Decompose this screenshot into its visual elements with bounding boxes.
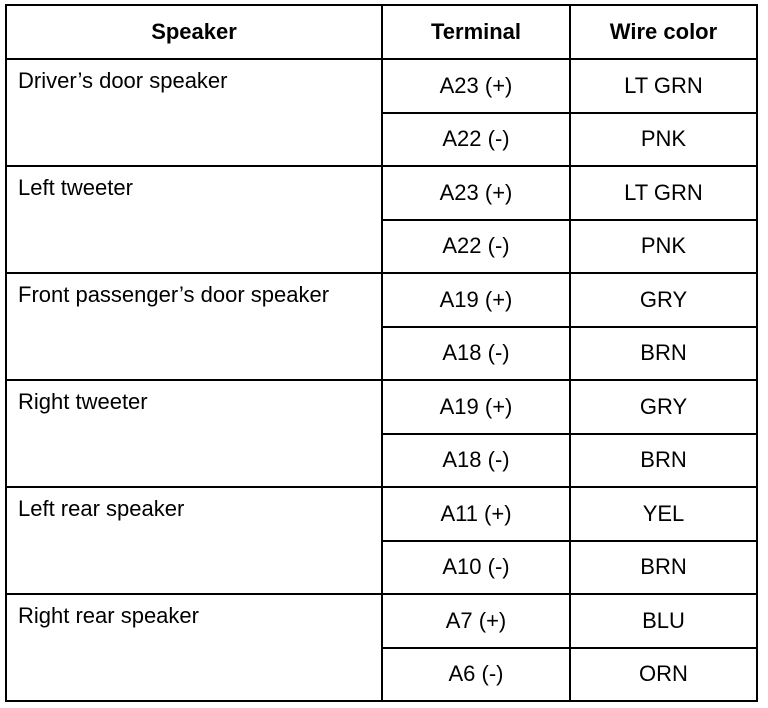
speaker-name: Right rear speaker xyxy=(6,594,382,701)
speaker-name: Left tweeter xyxy=(6,166,382,273)
terminal-cell: A22 (-) xyxy=(382,220,570,274)
table-row xyxy=(6,380,757,434)
wire-color-cell: YEL xyxy=(570,487,757,541)
table-row xyxy=(6,594,757,648)
speaker-wiring-table xyxy=(5,4,758,702)
terminal-cell: A6 (-) xyxy=(382,648,570,702)
table-row xyxy=(6,487,757,541)
terminal-cell: A11 (+) xyxy=(382,487,570,541)
speaker-name: Right tweeter xyxy=(6,380,382,487)
wire-color-cell: LT GRN xyxy=(570,59,757,113)
wire-color-cell: BLU xyxy=(570,594,757,648)
terminal-cell: A10 (-) xyxy=(382,541,570,595)
terminal-cell: A23 (+) xyxy=(382,166,570,220)
terminal-cell: A19 (+) xyxy=(382,380,570,434)
wire-color-cell: BRN xyxy=(570,327,757,381)
table-row xyxy=(6,59,757,113)
terminal-cell: A23 (+) xyxy=(382,59,570,113)
wire-color-cell: BRN xyxy=(570,541,757,595)
speaker-name: Front passenger’s door speaker xyxy=(6,273,382,380)
wire-color-cell: GRY xyxy=(570,380,757,434)
table-row xyxy=(6,166,757,220)
table-row xyxy=(6,273,757,327)
speaker-name: Left rear speaker xyxy=(6,487,382,594)
wire-color-cell: GRY xyxy=(570,273,757,327)
terminal-cell: A19 (+) xyxy=(382,273,570,327)
terminal-cell: A7 (+) xyxy=(382,594,570,648)
terminal-cell: A18 (-) xyxy=(382,327,570,381)
wire-color-cell: ORN xyxy=(570,648,757,702)
header-terminal: Terminal xyxy=(382,5,570,59)
wire-color-cell: PNK xyxy=(570,113,757,167)
speaker-name: Driver’s door speaker xyxy=(6,59,382,166)
header-row xyxy=(6,5,757,59)
terminal-cell: A22 (-) xyxy=(382,113,570,167)
terminal-cell: A18 (-) xyxy=(382,434,570,488)
header-wire-color: Wire color xyxy=(570,5,757,59)
header-speaker: Speaker xyxy=(6,5,382,59)
wire-color-cell: LT GRN xyxy=(570,166,757,220)
wire-color-cell: BRN xyxy=(570,434,757,488)
wire-color-cell: PNK xyxy=(570,220,757,274)
